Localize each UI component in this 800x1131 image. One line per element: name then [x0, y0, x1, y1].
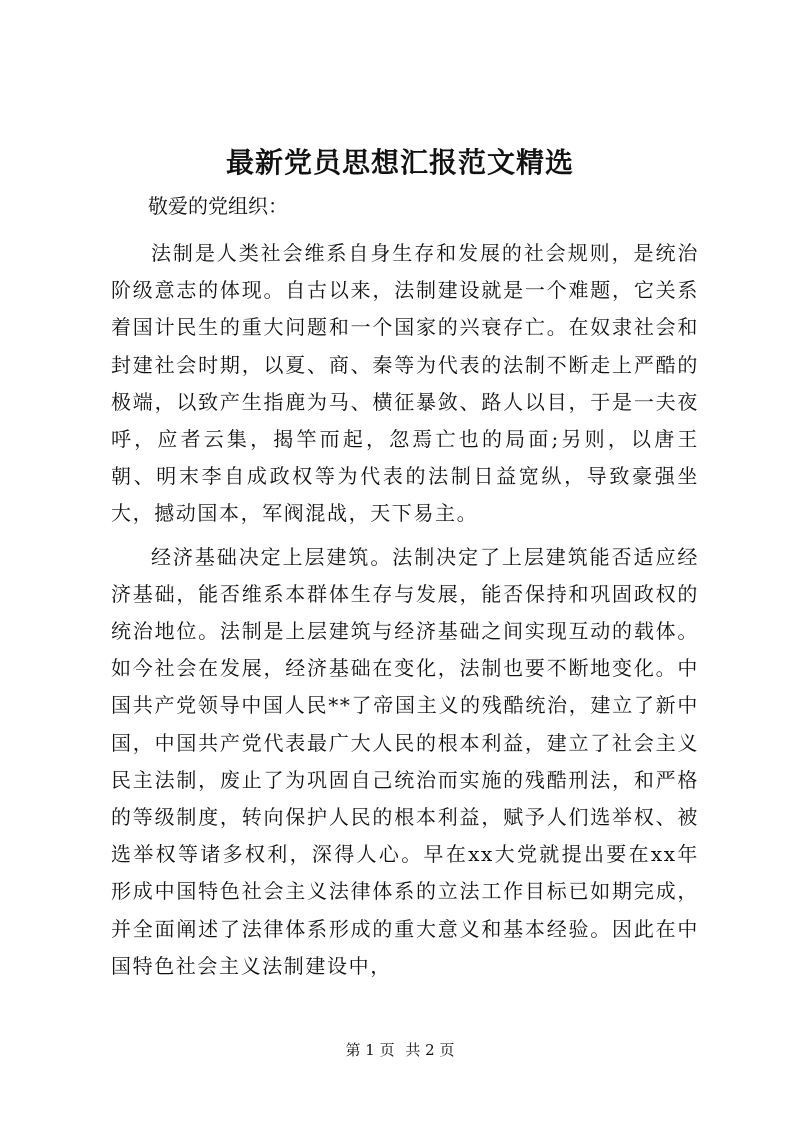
document-body	[111, 186, 699, 985]
page-number: 第 1 页	[345, 1041, 395, 1059]
page-total: 共 2 页	[405, 1041, 455, 1059]
paragraph-2: 经济基础决定上层建筑。法制决定了上层建筑能否适应经济基础，能否维系本群体生存与发展，能否保持和巩固政权的统治地位。法制是上层建筑与经济基础之间实现互动的载体。如今社会在发展，经济基础在变化，法制也要不断地变化。中国共产党领导中国人民**了帝国主义的残酷统治，建立了新中国，中国共产党代表最广大人民的根本利益，建立了社会主义民主法制，废止了为巩固自己统治而实施的残酷刑法，和严格的等级制度，转向保护人民的根本利益，赋予人们选举权、被选举权等诸多权利，深得人心。早在xx大党就提出要在xx年形成中国特色社会主义法律体系的立法工作目标已如期完成，并全面阐述了法律体系形成的重大意义和基本经验。因此在中国特色社会主义法制建设中，	[111, 544, 699, 978]
page-title: 最新党员思想汇报范文精选	[225, 146, 574, 179]
page-footer	[0, 1040, 800, 1060]
salutation: 敬爱的党组织：	[148, 194, 288, 218]
paragraph-1: 法制是人类社会维系自身生存和发展的社会规则，是统治阶级意志的体现。自古以来，法制建设就是一个难题，它关系着国计民生的重大问题和一个国家的兴衰存亡。在奴隶社会和封建社会时期，以夏、商、秦等为代表的法制不断走上严酷的极端，以致产生指鹿为马、横征暴敛、路人以目，于是一夫夜呼，应者云集，揭竿而起，忽焉亡也的局面;另则，以唐王朝、明末李自成政权等为代表的法制日益宽纵，导致豪强坐大，撼动国本，军阀混战，天下易主。	[111, 241, 699, 526]
